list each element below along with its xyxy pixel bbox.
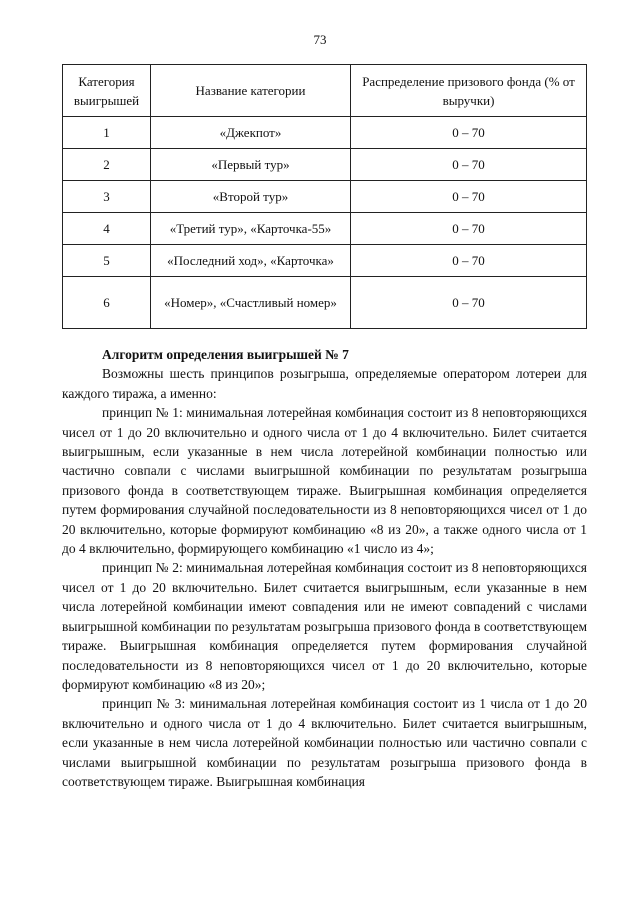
prize-distribution-table bbox=[62, 64, 587, 329]
section-heading: Алгоритм определения выигрышей № 7 bbox=[102, 347, 349, 362]
table-row bbox=[63, 245, 587, 277]
paragraph-principle-3: принцип № 3: минимальная лотерейная комбинация состоит из 1 числа от 1 до 20 включительно и одного числа от 1 до 4 включительно. Билет считается выигрышным, если указанные в нем числа лотерейной комбинации полностью или частично совпали с числами выигрышной комбинации по результатам розыгрыша призового фонда в соответствующем тираже. Выигрышная комбинация bbox=[62, 696, 587, 789]
cell-category: 5 bbox=[63, 245, 151, 277]
table-header-row bbox=[63, 65, 587, 117]
table-row bbox=[63, 181, 587, 213]
cell-share: 0 – 70 bbox=[351, 277, 587, 329]
cell-name: «Второй тур» bbox=[151, 181, 351, 213]
paragraph-principle-1: принцип № 1: минимальная лотерейная комбинация состоит из 8 неповторяющихся чисел от 1 до 20 включительно и одного числа от 1 до 4 включительно. Билет считается выигрышным, если указанные в нем числа лотерейной комбинации полностью или частично совпали с числами выигрышной комбинации по результатам розыгрыша призового фонда в соответствующем тираже. Выигрышная комбинация определяется путем формирования случайной последовательности из 8 неповторяющихся чисел от 1 до 20 включительно, которые формируют комбинацию «8 из 20», а также одного числа от 1 до 4 включительно, формирующего комбинацию «1 число из 4»; bbox=[62, 405, 587, 557]
cell-category: 3 bbox=[63, 181, 151, 213]
cell-name: «Первый тур» bbox=[151, 149, 351, 181]
table-row bbox=[63, 149, 587, 181]
cell-share: 0 – 70 bbox=[351, 181, 587, 213]
cell-category: 6 bbox=[63, 277, 151, 329]
page-number: 73 bbox=[313, 32, 327, 47]
cell-name: «Джекпот» bbox=[151, 117, 351, 149]
cell-category: 2 bbox=[63, 149, 151, 181]
header-name: Название категории bbox=[151, 65, 351, 117]
cell-name: «Последний ход», «Карточка» bbox=[151, 245, 351, 277]
header-category: Категория выигрышей bbox=[63, 65, 151, 117]
paragraph-principle-2: принцип № 2: минимальная лотерейная комбинация состоит из 8 неповторяющихся чисел от 1 до 20 включительно. Билет считается выигрышным, если указанные в нем числа лотерейной комбинации имеют совпадения или не имеют совпадений с числами выигрышной комбинации по результатам розыгрыша призового фонда в соответствующем тираже. Выигрышная комбинация определяется путем формирования случайной последовательности из 8 неповторяющихся чисел от 1 до 20 включительно, которые формируют комбинацию «8 из 20»; bbox=[62, 560, 587, 692]
cell-share: 0 – 70 bbox=[351, 149, 587, 181]
cell-share: 0 – 70 bbox=[351, 117, 587, 149]
cell-name: «Третий тур», «Карточка-55» bbox=[151, 213, 351, 245]
cell-category: 1 bbox=[63, 117, 151, 149]
cell-share: 0 – 70 bbox=[351, 245, 587, 277]
cell-share: 0 – 70 bbox=[351, 213, 587, 245]
table-row bbox=[63, 117, 587, 149]
header-distribution: Распределение призового фонда (% от выручки) bbox=[351, 65, 587, 117]
table-row bbox=[63, 213, 587, 245]
document-body bbox=[62, 345, 587, 791]
table-row bbox=[63, 277, 587, 329]
paragraph-intro: Возможны шесть принципов розыгрыша, определяемые оператором лотереи для каждого тиража, а именно: bbox=[62, 366, 587, 401]
cell-name: «Номер», «Счастливый номер» bbox=[151, 277, 351, 329]
cell-category: 4 bbox=[63, 213, 151, 245]
